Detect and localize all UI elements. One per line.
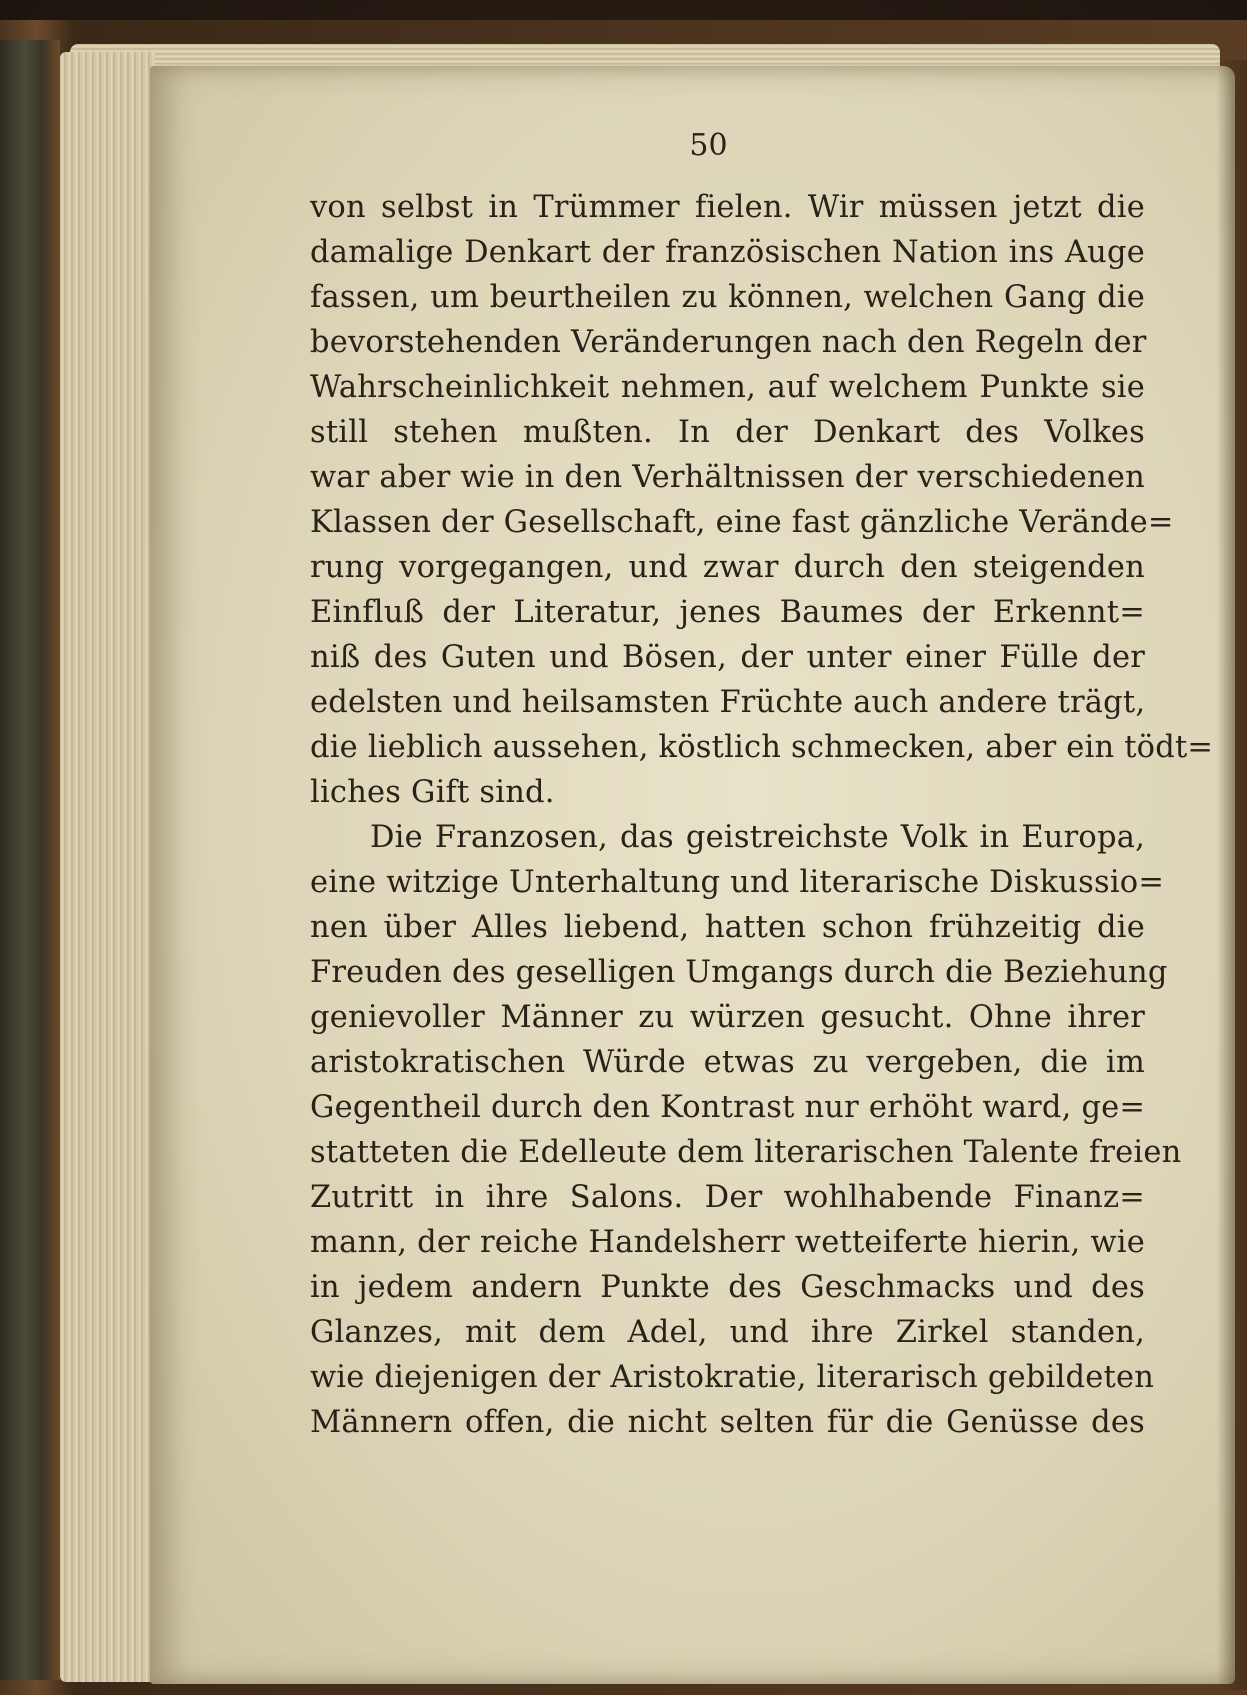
text-line: mann, der reiche Handelsherr wetteiferte hierin, wie <box>310 1225 1145 1260</box>
text-line: Einfluß der Literatur, jenes Baumes der Erkennt= <box>310 595 1145 630</box>
text-line: fassen, um beurtheilen zu können, welchen Gang die <box>310 280 1145 315</box>
text-line: Glanzes, mit dem Adel, und ihre Zirkel standen, <box>310 1315 1145 1350</box>
text-line: die lieblich aussehen, köstlich schmecken, aber ein tödt= <box>310 730 1214 765</box>
text-line: still stehen mußten. In der Denkart des Volkes <box>310 415 1145 450</box>
text-line: Gegentheil durch den Kontrast nur erhöht ward, ge= <box>310 1090 1146 1125</box>
book-spine <box>0 40 60 1680</box>
paragraph-1 <box>310 185 1214 815</box>
text-line: rung vorgegangen, und zwar durch den steigenden <box>310 550 1145 585</box>
text-line: wie diejenigen der Aristokratie, literarisch gebildeten <box>310 1360 1155 1395</box>
text-line: niß des Guten und Bösen, der unter einer Fülle der <box>310 640 1145 675</box>
text-line: Wahrscheinlichkeit nehmen, auf welchem Punkte sie <box>310 370 1145 405</box>
text-line: in jedem andern Punkte des Geschmacks und des <box>310 1270 1145 1305</box>
page-text <box>310 185 1214 1445</box>
page-number: 50 <box>689 128 728 163</box>
text-line: damalige Denkart der französischen Nation ins Auge <box>310 235 1145 270</box>
page-shadow <box>1217 60 1247 1690</box>
text-line: edelsten und heilsamsten Früchte auch andere trägt, <box>310 685 1146 720</box>
page-edges-left <box>60 52 155 1682</box>
text-line: nen über Alles liebend, hatten schon frühzeitig die <box>310 910 1145 945</box>
text-line: bevorstehenden Veränderungen nach den Regeln der <box>310 325 1147 360</box>
text-line: war aber wie in den Verhältnissen der verschiedenen <box>310 460 1145 495</box>
text-line: genievoller Männer zu würzen gesucht. Ohne ihrer <box>310 1000 1145 1035</box>
text-line: Freuden des geselligen Umgangs durch die Beziehung <box>310 955 1168 990</box>
text-line: eine witzige Unterhaltung und literarische Diskussio= <box>310 865 1165 900</box>
text-line: von selbst in Trümmer fielen. Wir müssen jetzt die <box>310 190 1145 225</box>
text-line: Klassen der Gesellschaft, eine fast gänzliche Verände= <box>310 505 1174 540</box>
text-line: Zutritt in ihre Salons. Der wohlhabende Finanz= <box>310 1180 1145 1215</box>
paragraph-2 <box>310 815 1182 1445</box>
text-line: aristokratischen Würde etwas zu vergeben, die im <box>310 1045 1145 1080</box>
text-line: Männern offen, die nicht selten für die Genüsse des <box>310 1405 1145 1440</box>
text-line: statteten die Edelleute dem literarischen Talente freien <box>310 1135 1182 1170</box>
text-line: Die Franzosen, das geistreichste Volk in Europa, <box>370 820 1145 855</box>
text-line: liches Gift sind. <box>310 775 555 810</box>
